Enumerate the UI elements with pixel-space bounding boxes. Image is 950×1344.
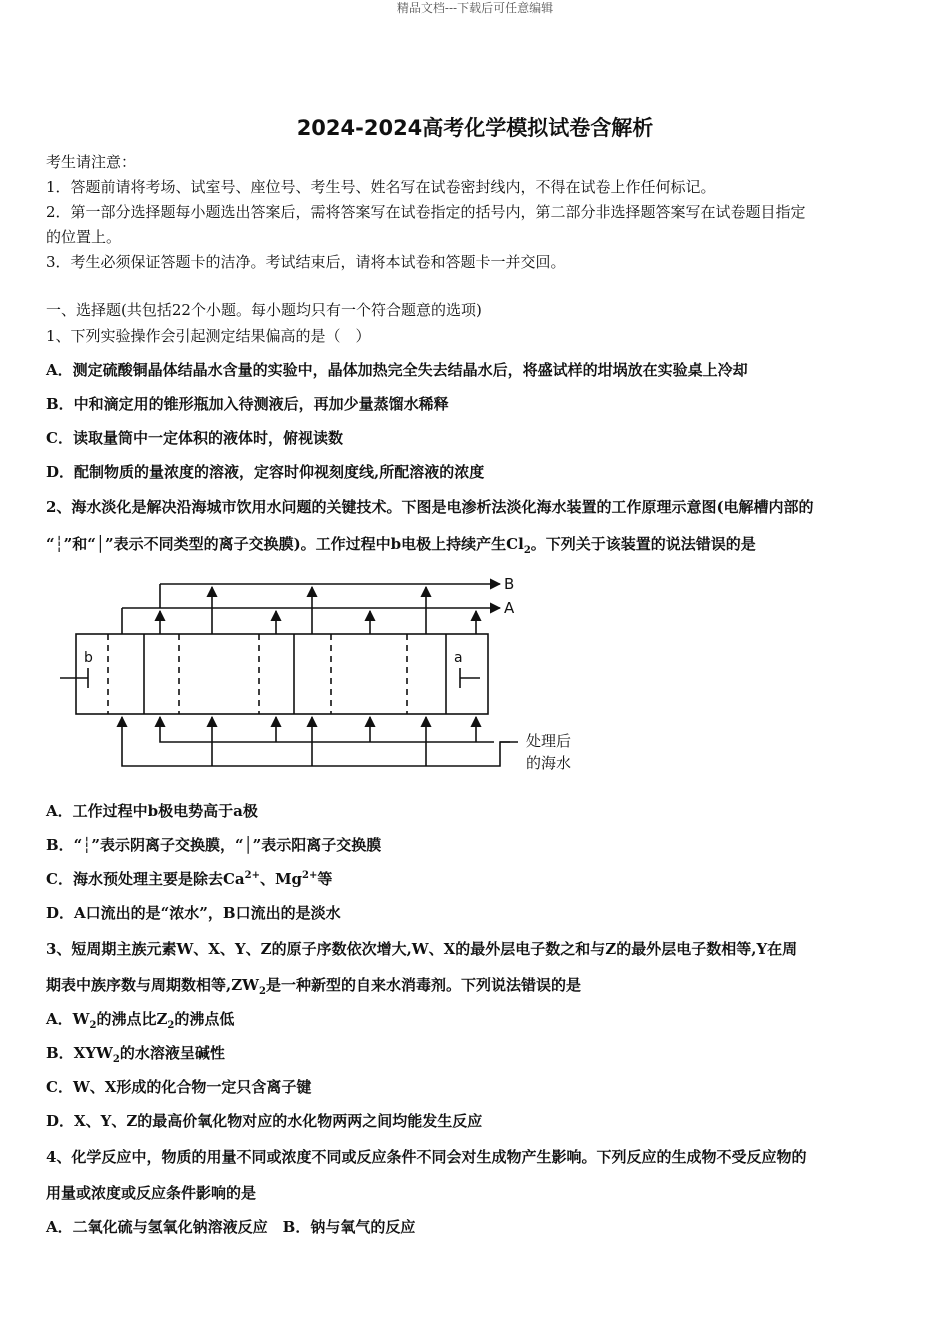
q1-option-b: B．中和滴定用的锥形瓶加入待测液后，再加少量蒸馏水稀释 xyxy=(46,395,449,413)
q1-stem: 1、下列实验操作会引起测定结果偏高的是（ ） xyxy=(46,327,371,345)
q2-option-c: C．海水预处理主要是除去$Ca^{2+}$、$Mg^{2+}$等 xyxy=(46,870,333,888)
q4-options-ab: A．二氧化硫与氢氧化钠溶液反应 B．钠与氧气的反应 xyxy=(46,1218,416,1236)
q4-stem-1: 4、化学反应中，物质的用量不同或浓度不同或反应条件不同会对生成物产生影响。下列反应的生成物不受反应物的 xyxy=(46,1148,807,1166)
q3-option-b: B．$XYW_2$的水溶液呈碱性 xyxy=(46,1044,225,1065)
q1-option-c: C．读取量筒中一定体积的液体时，俯视读数 xyxy=(46,429,343,447)
q3-option-c: C．W、X形成的化合物一定只含离子键 xyxy=(46,1078,312,1096)
page-header: 精品文档---下载后可任意编辑 xyxy=(396,1,554,15)
q3-option-a: A．$W_2$的沸点比$Z_2$的沸点低 xyxy=(46,1010,235,1031)
section-heading: 一、选择题(共包括22个小题。每小题均只有一个符合题意的选项) xyxy=(46,301,482,319)
notice-item-3: 3．考生必须保证答题卡的洁净。考试结束后，请将本试卷和答题卡一并交回。 xyxy=(46,253,566,271)
q1-option-d: D．配制物质的量浓度的溶液，定容时仰视刻度线,所配溶液的浓度 xyxy=(46,463,485,481)
outlet-b-label: B xyxy=(504,575,515,593)
q2-stem-1: 2、海水淡化是解决沿海城市饮用水问题的关键技术。下图是电渗析法淡化海水装置的工作原理示意图(电解槽内部的 xyxy=(46,498,814,516)
q3-stem-1: 3、短周期主族元素W、X、Y、Z的原子序数依次增大,W、X的最外层电子数之和与Z的最外层电子数相等,Y在周 xyxy=(46,940,798,958)
q3-stem-2: 期表中族序数与周期数相等$,ZW_2$是一种新型的自来水消毒剂。下列说法错误的是 xyxy=(46,976,582,997)
notice-item-1: 1．答题前请将考场、试室号、座位号、考生号、姓名写在试卷密封线内，不得在试卷上作任何标记。 xyxy=(46,178,716,196)
notice-head: 考生请注意： xyxy=(46,153,137,171)
q2-option-b: B．“┆”表示阴离子交换膜，“│”表示阳离子交换膜 xyxy=(46,836,382,854)
electrode-b-label: b xyxy=(84,650,93,666)
q2-stem-2: “┆”和“│”表示不同类型的离子交换膜)。工作过程中b电极上持续产生$Cl_2$。下列关于该装置的说法错误的是 xyxy=(46,535,756,556)
notice-item-2: 2．第一部分选择题每小题选出答案后，需将答案写在试卷指定的括号内，第二部分非选择题答案写在试卷题目指定 xyxy=(46,203,806,221)
inlet-label-2: 的海水 xyxy=(526,754,572,772)
outlet-a-label: A xyxy=(504,599,515,617)
q4-stem-2: 用量或浓度或反应条件影响的是 xyxy=(46,1184,257,1202)
q2-option-a: A．工作过程中b极电势高于a极 xyxy=(46,802,258,820)
page-title: 2024-2024高考化学模拟试卷含解析 xyxy=(296,116,654,140)
notice-item-2-cont: 的位置上。 xyxy=(46,228,122,246)
q3-option-d: D．X、Y、Z的最高价氧化物对应的水化物两两之间均能发生反应 xyxy=(46,1112,483,1130)
inlet-label-1: 处理后 xyxy=(526,732,572,750)
electrode-a-label: a xyxy=(454,650,463,666)
electrodialysis-diagram xyxy=(52,570,592,785)
q1-option-a: A．测定硫酸铜晶体结晶水含量的实验中，晶体加热完全失去结晶水后，将盛试样的坩埚放在实验桌上冷却 xyxy=(46,361,748,379)
q2-option-d: D．A口流出的是“浓水”，B口流出的是淡水 xyxy=(46,904,341,922)
